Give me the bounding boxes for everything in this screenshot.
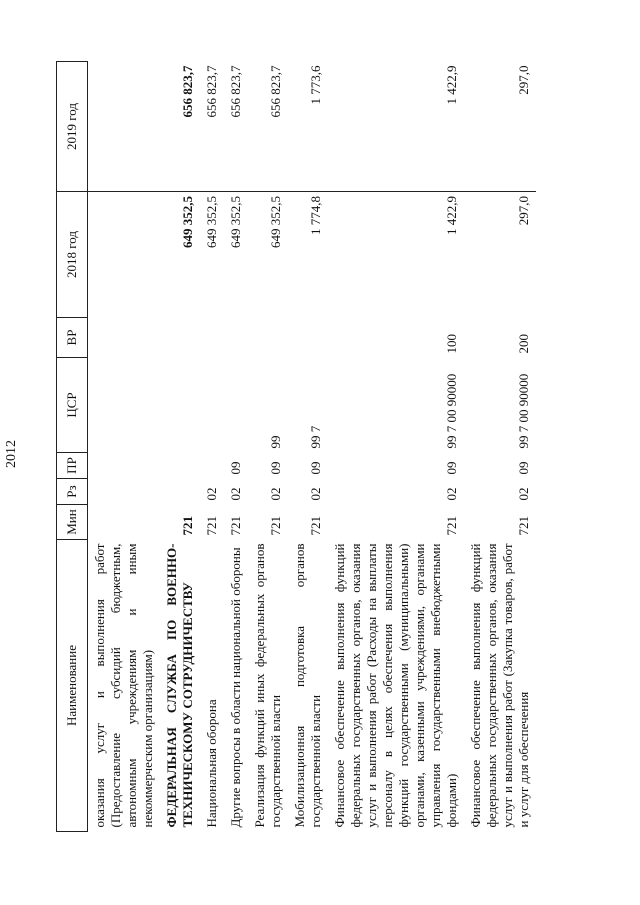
cell-rz [88,479,161,505]
cell-y2019: 656 823,7 [200,62,224,192]
cell-pr: 09 [228,461,243,475]
cell-y2018: 649 352,5 [180,196,195,248]
cell-pr [200,453,224,479]
cell-csr: 99 7 00 90000 [516,373,531,449]
cell-min: 721 [228,516,243,536]
cell-y2019: 656 823,7 [160,62,200,192]
cell-min: 721 [308,516,323,536]
table-row [464,62,536,832]
cell-pr [160,453,200,479]
cell-y2019: 1 422,9 [328,62,464,192]
cell-rz: 02 [516,487,531,501]
cell-rz: 02 [308,487,323,501]
cell-name: Финансовое обеспечение выполнения функций федеральных государственных органов, оказания услуг и выполнения работ (Закупка товаров, работ и услуг для обеспечения [468,543,531,828]
cell-rz: 02 [444,487,459,501]
column-header-2019: 2019 год [57,62,88,192]
column-header-name: Наименование [57,540,88,832]
cell-y2018: 649 352,5 [204,196,219,248]
table-row [248,62,288,832]
cell-vr [224,318,248,358]
cell-y2018: 297,0 [516,196,531,226]
table-row [160,62,200,832]
cell-vr [160,318,200,358]
page-number: 2012 [4,440,19,468]
cell-csr [160,358,200,453]
cell-csr [200,358,224,453]
column-header-csr: ЦСР [57,358,88,453]
cell-vr: 200 [516,334,531,354]
cell-csr: 99 7 00 90000 [444,373,459,449]
cell-name: оказания услуг и выполнения работ (Предоставление субсидий бюджетным, автономным учреждениям и иным некоммерческим организациям) [92,543,155,828]
cell-pr: 09 [516,461,531,475]
table-header [57,62,88,832]
cell-csr [88,358,161,453]
column-header-2018: 2018 год [57,192,88,318]
cell-y2018: 1 422,9 [444,196,459,235]
cell-min: 721 [180,516,195,536]
cell-pr: 09 [308,461,323,475]
cell-y2018 [88,192,161,318]
cell-rz [160,479,200,505]
cell-csr [224,358,248,453]
column-header-rz: Рз [57,479,88,505]
table-row [200,62,224,832]
cell-y2019: 656 823,7 [224,62,248,192]
cell-min [88,505,161,540]
cell-pr: 09 [268,461,283,475]
cell-csr: 99 7 [308,425,323,449]
cell-min: 721 [444,516,459,536]
cell-csr: 99 [268,435,283,449]
table-body [88,62,537,832]
cell-min: 721 [516,516,531,536]
cell-min: 721 [268,516,283,536]
cell-y2019: 1 773,6 [288,62,328,192]
cell-name: Другие вопросы в области национальной обороны [228,547,243,828]
cell-vr [200,318,224,358]
cell-pr: 09 [444,461,459,475]
cell-y2018: 1 774,8 [308,196,323,235]
budget-table [56,61,536,832]
cell-rz: 02 [268,487,283,501]
column-header-min: Мин [57,505,88,540]
cell-vr [88,318,161,358]
cell-vr [288,318,328,358]
table-row [88,62,161,832]
table-row [224,62,248,832]
cell-vr: 100 [444,334,459,354]
cell-name: Национальная оборона [204,699,219,828]
cell-vr [248,318,288,358]
table-row [328,62,464,832]
cell-rz: 02 [204,487,219,501]
cell-name: Финансовое обеспечение выполнения функций федеральных государственных органов, оказания услуг и выполнения работ (Расходы на выплаты персоналу в целях обеспечения выполнения функций государственными (муниципальными) органами, казенными учреждениями, органами управления государственными внебюджетными фондами) [332,543,459,828]
cell-y2019: 656 823,7 [248,62,288,192]
cell-y2018: 649 352,5 [228,196,243,248]
cell-y2019 [88,62,161,192]
cell-name: Мобилизационная подготовка органов государственной власти [292,543,323,828]
cell-pr [88,453,161,479]
cell-name: Реализация функций иных федеральных органов государственной власти [252,543,283,828]
cell-min: 721 [204,516,219,536]
cell-rz: 02 [228,487,243,501]
cell-y2018: 649 352,5 [268,196,283,248]
column-header-vr: ВР [57,318,88,358]
column-header-pr: ПР [57,453,88,479]
table-row [288,62,328,832]
budget-table-container [56,62,574,832]
cell-y2019: 297,0 [464,62,536,192]
cell-name: ФЕДЕРАЛЬНАЯ СЛУЖБА ПО ВОЕННО-ТЕХНИЧЕСКОМУ СОТРУДНИЧЕСТВУ [164,543,195,828]
